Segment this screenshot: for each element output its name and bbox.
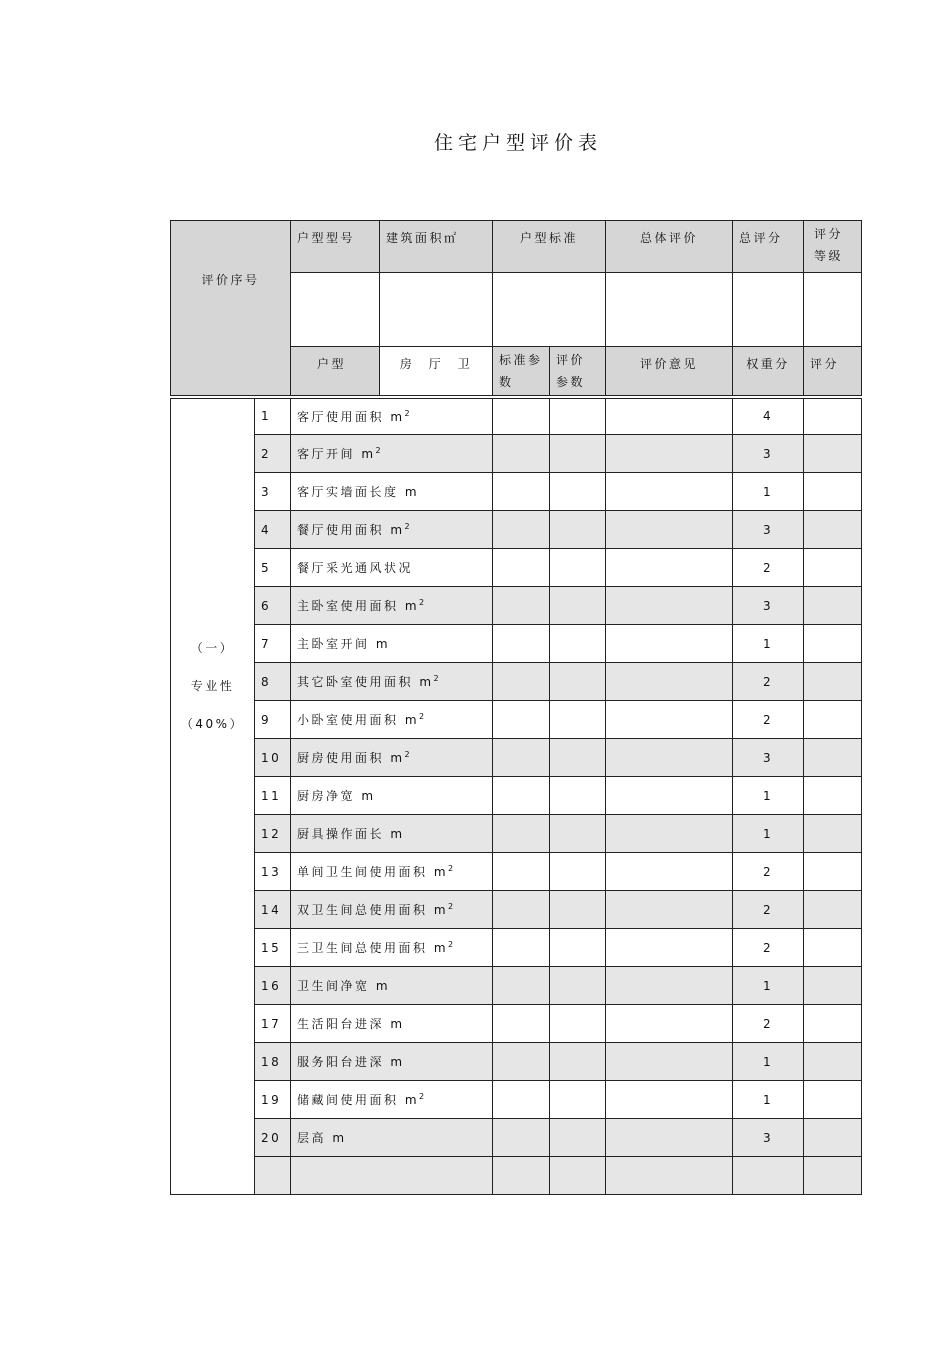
row-item-label: 客厅使用面积 m: [297, 409, 405, 424]
row-item: [291, 473, 493, 511]
row-opinion[interactable]: [606, 815, 733, 853]
row-number: 9: [255, 701, 291, 739]
row-score[interactable]: [804, 853, 862, 891]
row-score[interactable]: [804, 511, 862, 549]
row-eval-param[interactable]: [550, 397, 606, 435]
row-weight: 2: [733, 663, 804, 701]
row-number: 2: [255, 435, 291, 473]
header-score-grade: 评分等级: [804, 221, 862, 273]
table-row: [171, 701, 862, 739]
row-opinion[interactable]: [606, 1081, 733, 1119]
row-eval-param[interactable]: [550, 929, 606, 967]
blank-build-area[interactable]: [380, 273, 493, 347]
row-item: [291, 815, 493, 853]
row-item-sup: 2: [404, 408, 413, 418]
row-std-param[interactable]: [493, 815, 550, 853]
row-item-label: 主卧室开间 m: [297, 637, 391, 651]
row-opinion[interactable]: [606, 929, 733, 967]
row-item-sup: 2: [419, 1092, 427, 1101]
row-score[interactable]: [804, 397, 862, 435]
row-score[interactable]: [804, 701, 862, 739]
row-std-param[interactable]: [493, 435, 550, 473]
row-eval-param[interactable]: [550, 663, 606, 701]
table-row: [171, 1005, 862, 1043]
row-number: 8: [255, 663, 291, 701]
row-weight: 3: [733, 739, 804, 777]
category-label-3: （40%）: [180, 716, 245, 731]
row-std-param[interactable]: [493, 511, 550, 549]
table-row: [171, 891, 862, 929]
eval-seq-header: 评价序号: [171, 221, 291, 397]
table-row: [171, 549, 862, 587]
row-std-param[interactable]: [493, 663, 550, 701]
row-std-param[interactable]: [493, 1081, 550, 1119]
row-eval-param[interactable]: [550, 891, 606, 929]
row-item-label: 卫生间净宽 m: [297, 979, 391, 993]
table-row: [171, 815, 862, 853]
row-item-label: 单间卫生间使用面积 m: [297, 865, 449, 879]
table-row: [171, 1081, 862, 1119]
row-item: [291, 625, 493, 663]
row-item-label: 厨房净宽 m: [297, 789, 376, 803]
row-opinion[interactable]: [606, 1005, 733, 1043]
row-item: [291, 1005, 493, 1043]
row-item: [291, 1119, 493, 1157]
row-opinion[interactable]: [606, 853, 733, 891]
header-std-param: 标准参数: [493, 347, 550, 397]
row-number: 12: [255, 815, 291, 853]
table-row: [171, 473, 862, 511]
blank-item[interactable]: [291, 1157, 493, 1195]
row-item-sup: 2: [448, 864, 456, 873]
row-score[interactable]: [804, 473, 862, 511]
row-item-label: 储藏间使用面积 m: [297, 1093, 420, 1107]
row-score[interactable]: [804, 549, 862, 587]
row-score[interactable]: [804, 435, 862, 473]
row-eval-param[interactable]: [550, 549, 606, 587]
row-opinion[interactable]: [606, 663, 733, 701]
row-number: 20: [255, 1119, 291, 1157]
row-item: [291, 777, 493, 815]
row-number: 17: [255, 1005, 291, 1043]
row-eval-param[interactable]: [550, 1081, 606, 1119]
header-unit-model: 户型型号: [291, 221, 380, 273]
header-overall-eval: 总体评价: [606, 221, 733, 273]
row-score[interactable]: [804, 739, 862, 777]
row-score[interactable]: [804, 1081, 862, 1119]
row-opinion[interactable]: [606, 435, 733, 473]
row-weight: 2: [733, 853, 804, 891]
row-item-label: 生活阳台进深 m: [297, 1017, 405, 1031]
row-item-label: 小卧室使用面积 m: [297, 713, 420, 727]
header-build-area: 建筑面积㎡: [380, 221, 493, 273]
row-weight: 3: [733, 1119, 804, 1157]
row-eval-param[interactable]: [550, 815, 606, 853]
row-score[interactable]: [804, 663, 862, 701]
blank-unit-standard[interactable]: [493, 273, 606, 347]
row-item: [291, 701, 493, 739]
row-number: 1: [255, 397, 291, 435]
category-cell: [171, 397, 255, 1195]
blank-unit-model[interactable]: [291, 273, 380, 347]
row-item: [291, 929, 493, 967]
row-std-param[interactable]: [493, 625, 550, 663]
blank-score[interactable]: [804, 1157, 862, 1195]
table-row: [171, 739, 862, 777]
page-title: 住宅户型评价表: [433, 132, 602, 154]
row-eval-param[interactable]: [550, 625, 606, 663]
blank-opinion[interactable]: [606, 1157, 733, 1195]
row-eval-param[interactable]: [550, 473, 606, 511]
row-score[interactable]: [804, 929, 862, 967]
row-weight: 1: [733, 815, 804, 853]
blank-std-param[interactable]: [493, 1157, 550, 1195]
row-item-sup: 2: [404, 522, 413, 531]
row-opinion[interactable]: [606, 549, 733, 587]
blank-eval-param[interactable]: [550, 1157, 606, 1195]
row-eval-param[interactable]: [550, 435, 606, 473]
row-item: [291, 739, 493, 777]
blank-overall-eval[interactable]: [606, 273, 733, 347]
row-weight: 2: [733, 891, 804, 929]
row-std-param[interactable]: [493, 853, 550, 891]
row-std-param[interactable]: [493, 739, 550, 777]
row-std-param[interactable]: [493, 473, 550, 511]
table-row: [171, 511, 862, 549]
row-opinion[interactable]: [606, 891, 733, 929]
header-unit-standard: 户型标准: [493, 221, 606, 273]
row-eval-param[interactable]: [550, 853, 606, 891]
row-weight: 2: [733, 929, 804, 967]
row-item-sup: 2: [448, 902, 456, 911]
row-opinion[interactable]: [606, 587, 733, 625]
row-item: [291, 435, 493, 473]
header-room-hall-bath: 房 厅 卫: [380, 347, 493, 397]
row-item-label: 三卫生间总使用面积 m: [297, 941, 449, 955]
row-item-sup: 2: [419, 712, 427, 721]
blank-number: [255, 1157, 291, 1195]
row-eval-param[interactable]: [550, 511, 606, 549]
row-item: [291, 1043, 493, 1081]
row-opinion[interactable]: [606, 511, 733, 549]
row-weight: 1: [733, 1081, 804, 1119]
row-item-label: 层高 m: [297, 1131, 347, 1145]
row-number: 11: [255, 777, 291, 815]
row-std-param[interactable]: [493, 397, 550, 435]
table-row: [171, 967, 862, 1005]
row-weight: 3: [733, 511, 804, 549]
row-opinion[interactable]: [606, 625, 733, 663]
blank-total-score[interactable]: [733, 273, 804, 347]
row-opinion[interactable]: [606, 1043, 733, 1081]
row-item-label: 客厅实墙面长度 m: [297, 485, 420, 499]
row-item: [291, 663, 493, 701]
row-item-label: 主卧室使用面积 m: [297, 599, 420, 613]
row-opinion[interactable]: [606, 967, 733, 1005]
row-item: [291, 587, 493, 625]
row-weight: 1: [733, 625, 804, 663]
table-row: [171, 397, 862, 435]
row-item-label: 客厅开间 m: [297, 447, 376, 461]
row-item-label: 餐厅采光通风状况: [297, 561, 414, 575]
row-opinion[interactable]: [606, 777, 733, 815]
row-item-label: 厨具操作面长 m: [297, 827, 405, 841]
row-number: 3: [255, 473, 291, 511]
header-row-top: [171, 221, 862, 273]
row-item-label: 餐厅使用面积 m: [297, 523, 405, 537]
row-weight: 1: [733, 777, 804, 815]
row-score[interactable]: [804, 891, 862, 929]
row-number: 18: [255, 1043, 291, 1081]
row-score[interactable]: [804, 815, 862, 853]
row-item: [291, 511, 493, 549]
row-eval-param[interactable]: [550, 777, 606, 815]
row-opinion[interactable]: [606, 397, 733, 435]
table-row: [171, 1119, 862, 1157]
table-row: [171, 853, 862, 891]
row-weight: 2: [733, 1005, 804, 1043]
row-item-sup: 2: [419, 598, 427, 607]
header-score: 评分: [804, 347, 862, 397]
row-item: [291, 549, 493, 587]
row-score[interactable]: [804, 1119, 862, 1157]
row-opinion[interactable]: [606, 473, 733, 511]
row-item-sup: 2: [433, 674, 442, 683]
row-weight: 4: [733, 397, 804, 435]
table-row: [171, 625, 862, 663]
table-row: [171, 663, 862, 701]
row-number: 19: [255, 1081, 291, 1119]
row-number: 15: [255, 929, 291, 967]
table-row: [171, 929, 862, 967]
header-weight: 权重分: [733, 347, 804, 397]
row-opinion[interactable]: [606, 701, 733, 739]
header-total-score: 总评分: [733, 221, 804, 273]
row-std-param[interactable]: [493, 1119, 550, 1157]
table-row: [171, 1043, 862, 1081]
row-std-param[interactable]: [493, 1005, 550, 1043]
row-number: 13: [255, 853, 291, 891]
row-std-param[interactable]: [493, 967, 550, 1005]
row-number: 14: [255, 891, 291, 929]
row-score[interactable]: [804, 587, 862, 625]
blank-score-grade[interactable]: [804, 273, 862, 347]
row-number: 5: [255, 549, 291, 587]
table-row: [171, 777, 862, 815]
table-row: [171, 435, 862, 473]
row-item: [291, 397, 493, 435]
row-score[interactable]: [804, 1043, 862, 1081]
blank-weight[interactable]: [733, 1157, 804, 1195]
row-std-param[interactable]: [493, 929, 550, 967]
row-score[interactable]: [804, 625, 862, 663]
row-eval-param[interactable]: [550, 1119, 606, 1157]
row-number: 10: [255, 739, 291, 777]
row-item: [291, 1081, 493, 1119]
row-eval-param[interactable]: [550, 1005, 606, 1043]
row-score[interactable]: [804, 967, 862, 1005]
row-weight: 1: [733, 1043, 804, 1081]
header-eval-param: 评价参数: [550, 347, 606, 397]
row-weight: 3: [733, 587, 804, 625]
row-std-param[interactable]: [493, 701, 550, 739]
row-number: 4: [255, 511, 291, 549]
row-opinion[interactable]: [606, 1119, 733, 1157]
row-number: 16: [255, 967, 291, 1005]
row-item: [291, 853, 493, 891]
row-item-label: 厨房使用面积 m: [297, 751, 405, 765]
row-weight: 2: [733, 549, 804, 587]
row-weight: 3: [733, 435, 804, 473]
row-item-label: 双卫生间总使用面积 m: [297, 903, 449, 917]
header-unit-type: 户型: [291, 347, 380, 397]
row-item: [291, 967, 493, 1005]
row-item-sup: 2: [375, 446, 384, 455]
row-std-param[interactable]: [493, 549, 550, 587]
row-std-param[interactable]: [493, 1043, 550, 1081]
row-weight: 1: [733, 473, 804, 511]
row-item-sup: 2: [404, 750, 413, 759]
table-row-blank: [171, 1157, 862, 1195]
row-weight: 1: [733, 967, 804, 1005]
row-eval-param[interactable]: [550, 967, 606, 1005]
row-number: 7: [255, 625, 291, 663]
row-number: 6: [255, 587, 291, 625]
table-row: [171, 587, 862, 625]
header-opinion: 评价意见: [606, 347, 733, 397]
row-eval-param[interactable]: [550, 1043, 606, 1081]
evaluation-table: [170, 220, 862, 1195]
row-eval-param[interactable]: [550, 701, 606, 739]
row-std-param[interactable]: [493, 891, 550, 929]
row-item-label: 其它卧室使用面积 m: [297, 675, 434, 689]
row-score[interactable]: [804, 777, 862, 815]
row-opinion[interactable]: [606, 739, 733, 777]
row-std-param[interactable]: [493, 587, 550, 625]
row-item: [291, 891, 493, 929]
row-score[interactable]: [804, 1005, 862, 1043]
row-std-param[interactable]: [493, 777, 550, 815]
row-item-sup: 2: [448, 940, 456, 949]
row-eval-param[interactable]: [550, 587, 606, 625]
category-label-1: （一）: [190, 640, 235, 655]
row-eval-param[interactable]: [550, 739, 606, 777]
row-weight: 2: [733, 701, 804, 739]
category-label-2: 专业性: [190, 678, 235, 693]
row-item-label: 服务阳台进深 m: [297, 1055, 405, 1069]
